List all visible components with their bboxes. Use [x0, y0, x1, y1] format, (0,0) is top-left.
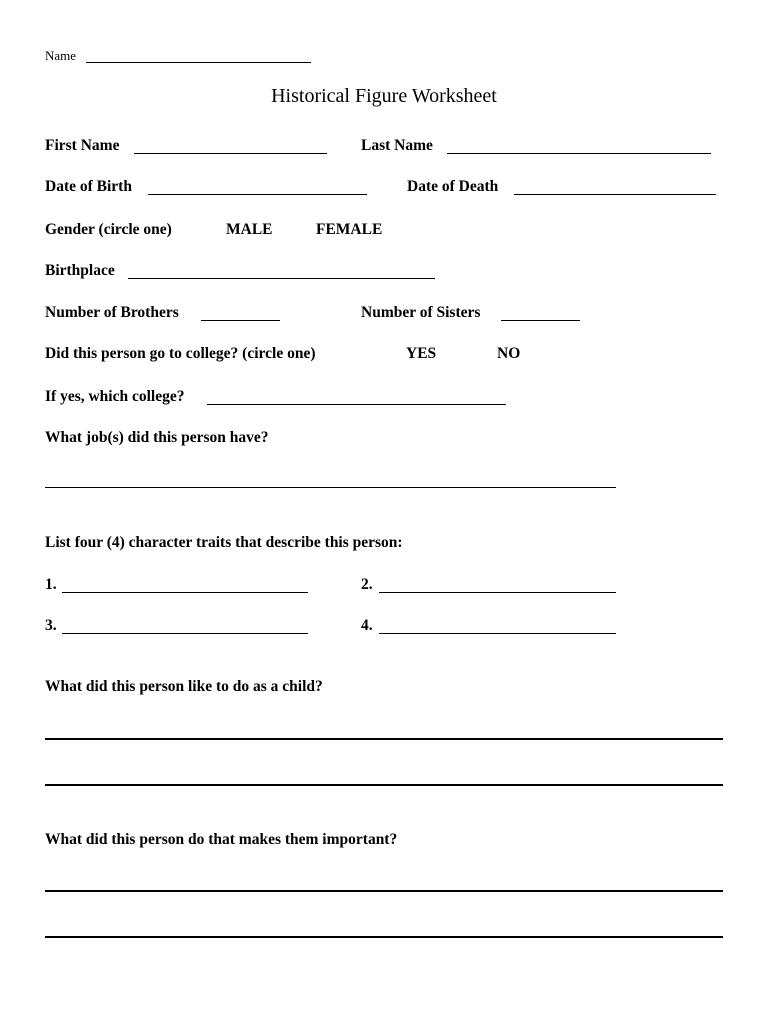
gender-label: Gender (circle one): [45, 221, 172, 238]
trait-1-field[interactable]: [62, 592, 308, 593]
trait-3-field[interactable]: [62, 633, 308, 634]
trait-2-label: 2.: [361, 576, 373, 593]
first-name-label: First Name: [45, 137, 120, 154]
date-of-death-field[interactable]: [514, 194, 716, 195]
childhood-question: What did this person like to do as a child?: [45, 678, 323, 695]
trait-4-field[interactable]: [379, 633, 616, 634]
importance-question: What did this person do that makes them important?: [45, 831, 398, 848]
brothers-field[interactable]: [201, 320, 280, 321]
sisters-field[interactable]: [501, 320, 580, 321]
traits-prompt: List four (4) character traits that describe this person:: [45, 534, 403, 551]
childhood-answer-line-1[interactable]: [45, 738, 723, 740]
gender-female-option[interactable]: FEMALE: [316, 221, 383, 238]
which-college-field[interactable]: [207, 404, 506, 405]
jobs-answer-field[interactable]: [45, 487, 616, 488]
date-of-birth-label: Date of Birth: [45, 178, 132, 195]
which-college-label: If yes, which college?: [45, 388, 185, 405]
birthplace-label: Birthplace: [45, 262, 115, 279]
page-title: Historical Figure Worksheet: [271, 85, 497, 107]
childhood-answer-line-2[interactable]: [45, 784, 723, 786]
trait-3-label: 3.: [45, 617, 57, 634]
date-of-birth-field[interactable]: [148, 194, 367, 195]
brothers-label: Number of Brothers: [45, 304, 179, 321]
student-name-field[interactable]: [86, 62, 311, 63]
last-name-field[interactable]: [447, 153, 711, 154]
trait-2-field[interactable]: [379, 592, 616, 593]
gender-male-option[interactable]: MALE: [226, 221, 273, 238]
first-name-field[interactable]: [134, 153, 327, 154]
college-yes-option[interactable]: YES: [406, 345, 437, 362]
student-name-label: Name: [45, 48, 77, 63]
importance-answer-line-2[interactable]: [45, 936, 723, 938]
college-no-option[interactable]: NO: [497, 345, 521, 362]
jobs-question: What job(s) did this person have?: [45, 429, 269, 446]
trait-1-label: 1.: [45, 576, 57, 593]
birthplace-field[interactable]: [128, 278, 435, 279]
last-name-label: Last Name: [361, 137, 433, 154]
date-of-death-label: Date of Death: [407, 178, 499, 195]
trait-4-label: 4.: [361, 617, 373, 634]
college-question: Did this person go to college? (circle one): [45, 345, 316, 362]
sisters-label: Number of Sisters: [361, 304, 481, 321]
importance-answer-line-1[interactable]: [45, 890, 723, 892]
